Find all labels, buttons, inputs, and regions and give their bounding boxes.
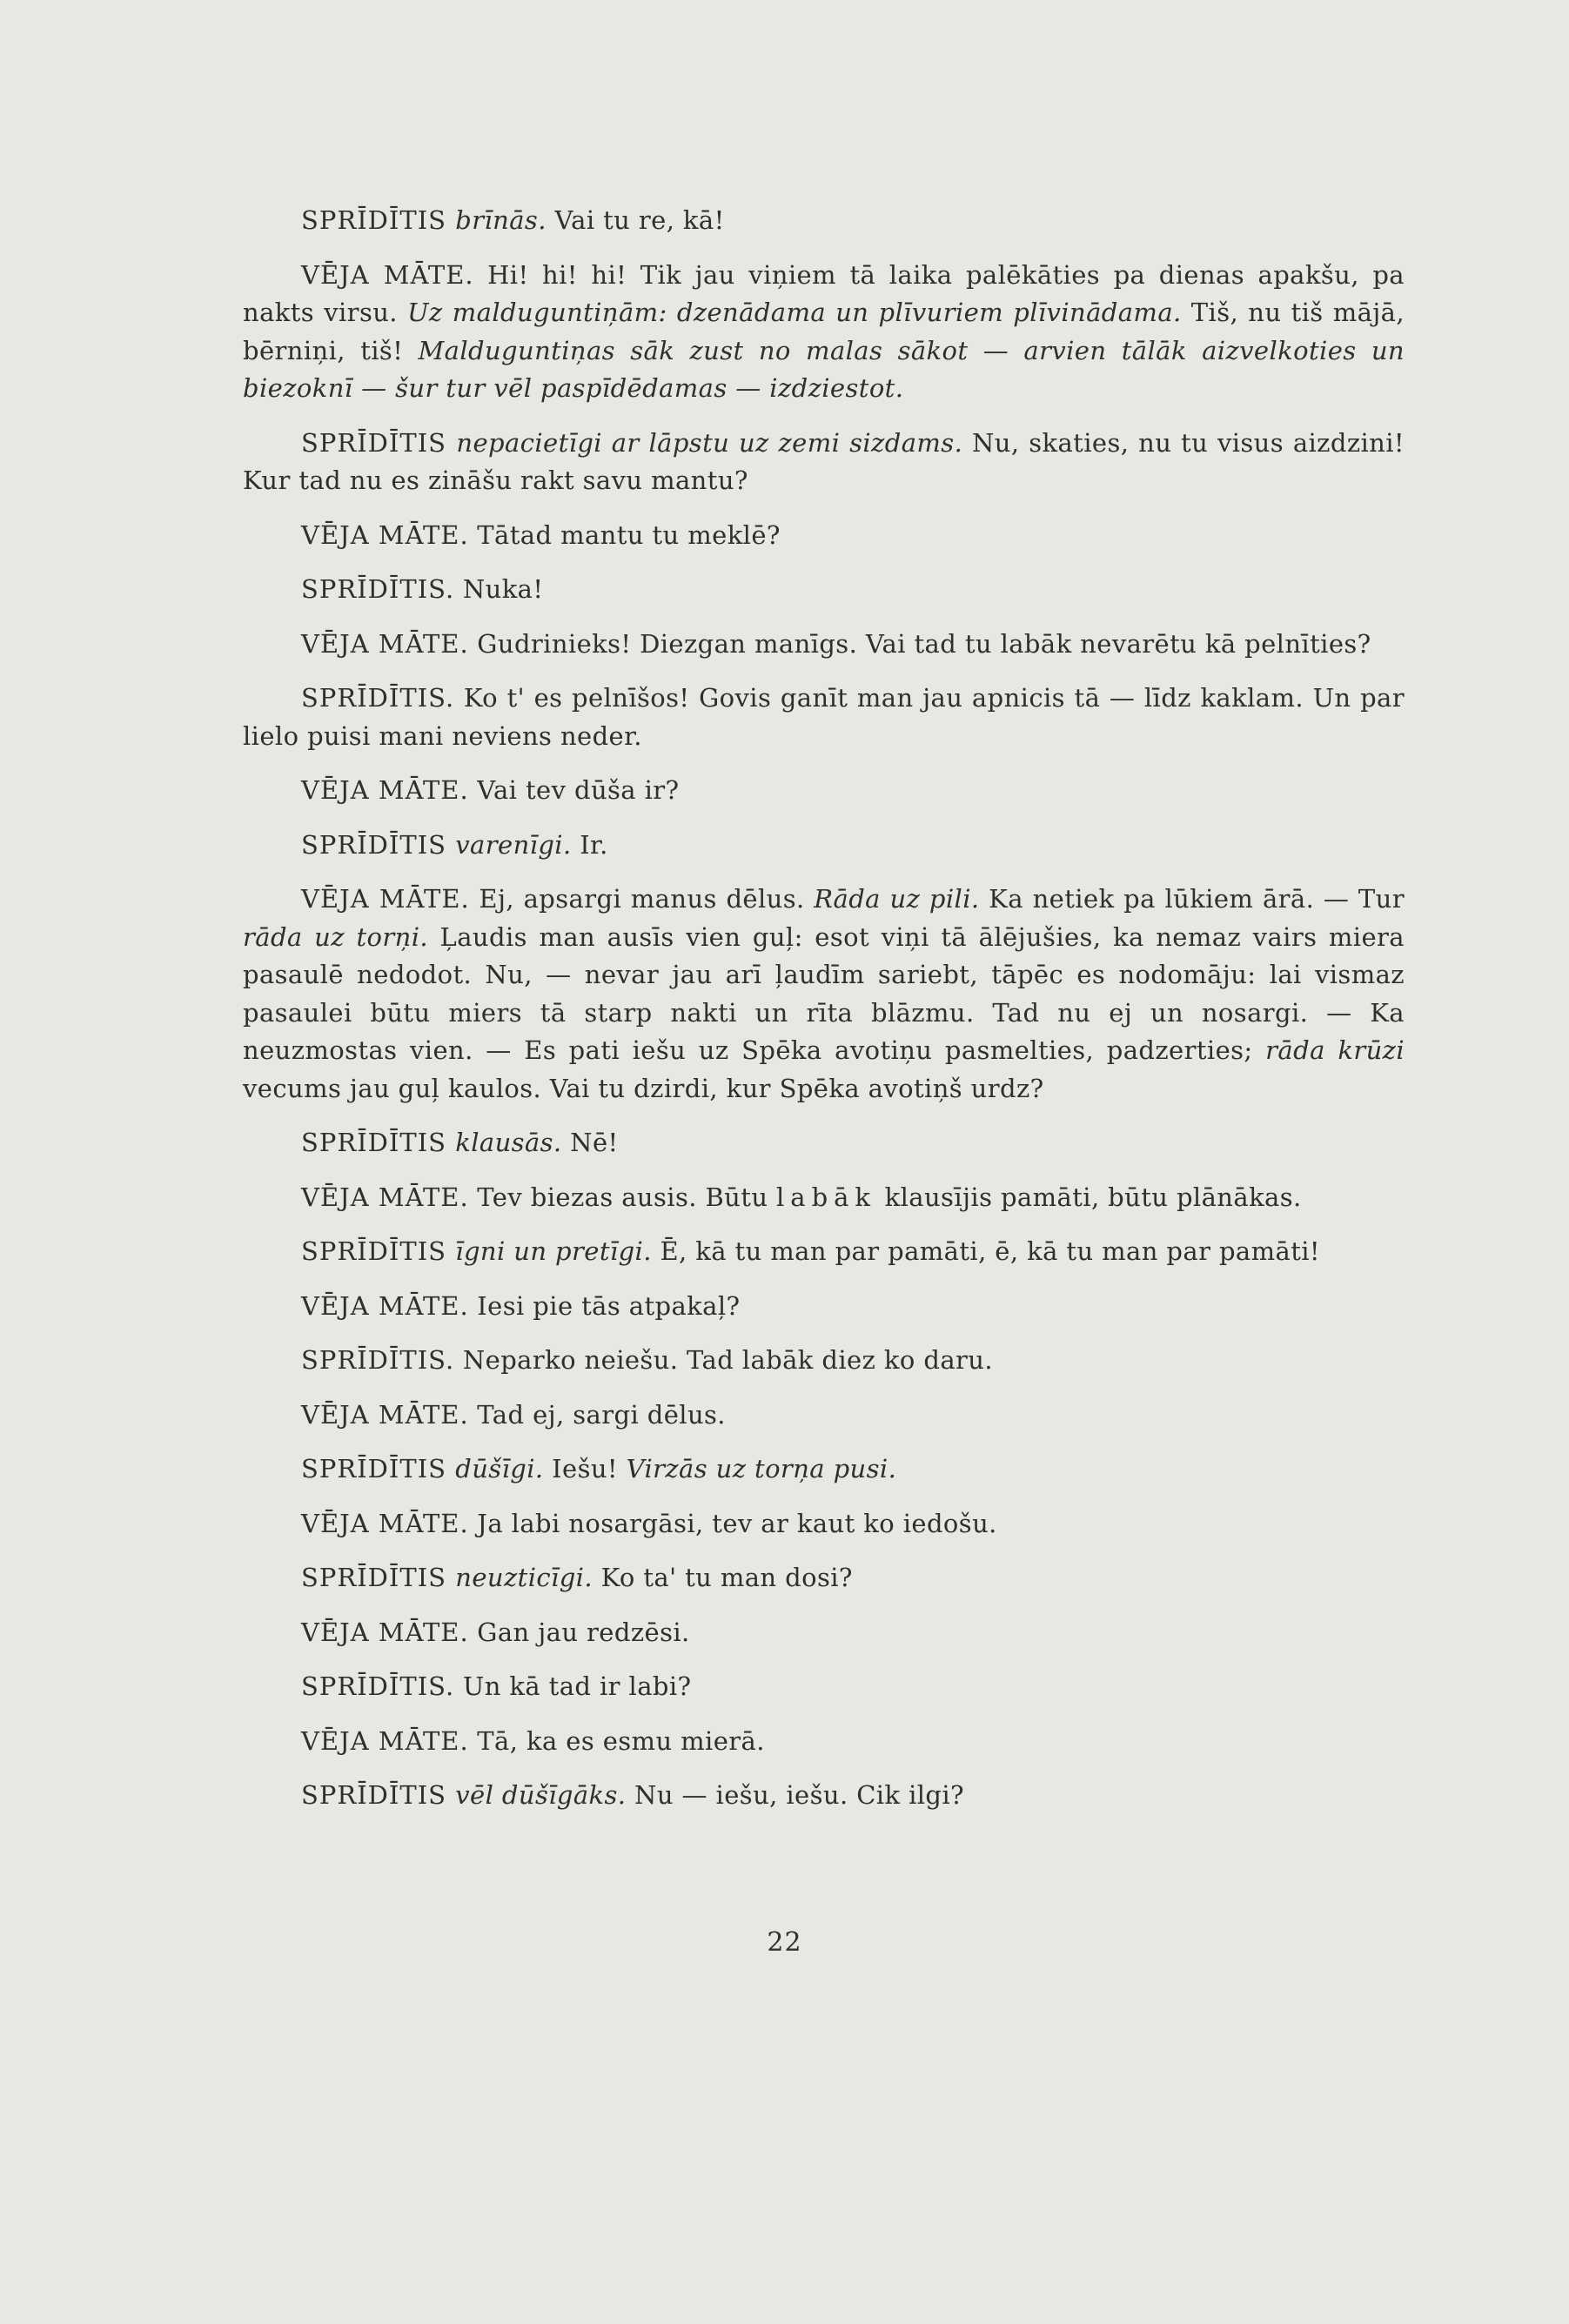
- dialogue-text: Iešu!: [543, 1454, 627, 1483]
- page-number: 22: [767, 1927, 802, 1958]
- dialogue-text: Nu — iešu, iešu. Cik ilgi?: [626, 1780, 965, 1810]
- dialogue-text: Ē, kā tu man par pamāti, ē, kā tu man par pamāti!: [651, 1236, 1320, 1266]
- stage-direction: nepacietīgi ar lāpstu uz zemi sizdams.: [456, 427, 963, 458]
- stage-direction: rāda uz torņi.: [243, 921, 429, 952]
- speaker-name: VĒJA MĀTE.: [301, 628, 469, 659]
- dialogue-text: Ko ta' tu man dosi?: [592, 1563, 853, 1592]
- dialogue-text: Ka netiek pa lūkiem ārā. — Tur: [979, 884, 1405, 914]
- dialogue-text: Tev biezas ausis. Būtu: [468, 1182, 777, 1212]
- dialogue-paragraph: [243, 881, 1405, 1108]
- dialogue-paragraph: [243, 1342, 1405, 1380]
- dialogue-paragraph: [243, 827, 1405, 865]
- dialogue-text: Nu, skaties, nu tu visus aizdzini! Kur tad nu es zināšu rakt savu mantu?: [243, 427, 1405, 495]
- dialogue-paragraph: [243, 517, 1405, 555]
- stage-direction: varenīgi.: [455, 829, 572, 860]
- dialogue-text: Vai tev dūša ir?: [468, 775, 680, 805]
- stage-direction: Uz malduguntiņām: dzenādama un plīvuriem plīvinādama.: [407, 298, 1182, 327]
- dialogue-text: Ļaudis man ausīs vien guļ: esot viņi tā ālējušies, ka nemaz vairs miera pasaulē nedodot. Nu, — nevar jau arī ļaudīm sariebt, tāpēc es nodomāju: lai vismaz pasaulei būtu miers tā starp nakti un rīta blāzmu. Tad nu ej un nosargi. — Ka neuzmostas vien. — Es pati iešu uz Spēka avotiņu pasmelties, padzerties;: [243, 921, 1405, 1065]
- dialogue-paragraph: [243, 1559, 1405, 1597]
- dialogue-text: Nē!: [561, 1128, 619, 1157]
- dialogue-text: Un kā tad ir labi?: [454, 1671, 692, 1701]
- speaker-name: SPRĪDĪTIS.: [301, 574, 455, 604]
- speaker-name: SPRĪDĪTIS.: [301, 1671, 455, 1701]
- dialogue-text: Tātad mantu tu meklē?: [468, 519, 781, 550]
- speaker-name: SPRĪDĪTIS: [301, 1454, 456, 1483]
- dialogue-text: Gudrinieks! Diezgan manīgs. Vai tad tu labāk nevarētu kā pelnīties?: [468, 628, 1371, 659]
- speaker-name: SPRĪDĪTIS: [301, 829, 456, 860]
- stage-direction: brīnās.: [455, 205, 546, 235]
- stage-direction: klausās.: [455, 1128, 562, 1157]
- dialogue-text: Tiš, nu tiš mājā, bērniņi, tiš!: [243, 298, 1405, 365]
- speaker-name: SPRĪDĪTIS.: [301, 1345, 455, 1375]
- speaker-name: SPRĪDĪTIS: [301, 1236, 456, 1266]
- speaker-name: VĒJA MĀTE.: [301, 1290, 469, 1321]
- stage-direction: Virzās uz torņa pusi.: [626, 1454, 897, 1483]
- speaker-name: VĒJA MĀTE.: [301, 1725, 469, 1756]
- dialogue-text: Tā, ka es esmu mierā.: [468, 1725, 765, 1756]
- dialogue-paragraph: [243, 1396, 1405, 1435]
- dialogue-paragraph: [243, 1614, 1405, 1652]
- speaker-name: VĒJA MĀTE.: [301, 259, 474, 290]
- speaker-name: VĒJA MĀTE.: [301, 1617, 469, 1647]
- dialogue-text: Ja labi nosargāsi, tev ar kaut ko iedošu.: [468, 1508, 997, 1538]
- dialogue-paragraph: [243, 680, 1405, 755]
- stage-direction: Malduguntiņas sāk zust no malas sākot — arvien tālāk aizvelkoties un biezoknī — šur tur vēl paspīdēdamas — izdziestot.: [243, 335, 1405, 403]
- dialogue-paragraph: [243, 1723, 1405, 1761]
- stage-direction: neuzticīgi.: [455, 1563, 593, 1592]
- speaker-name: VĒJA MĀTE.: [301, 1508, 469, 1538]
- dialogue-paragraph: [243, 1450, 1405, 1489]
- dialogue-paragraph: [243, 425, 1405, 500]
- stage-direction: Rāda uz pili.: [814, 884, 980, 914]
- play-text: [243, 202, 1405, 1832]
- speaker-name: SPRĪDĪTIS: [301, 205, 456, 235]
- speaker-name: SPRĪDĪTIS: [301, 427, 457, 458]
- dialogue-paragraph: [243, 626, 1405, 664]
- stage-direction: vēl dūšīgāks.: [455, 1780, 627, 1810]
- dialogue-paragraph: [243, 1505, 1405, 1544]
- dialogue-paragraph: [243, 202, 1405, 240]
- speaker-name: SPRĪDĪTIS.: [301, 683, 455, 713]
- dialogue-text: vecums jau guļ kaulos. Vai tu dzirdi, kur Spēka avotiņš urdz?: [243, 1073, 1044, 1103]
- dialogue-paragraph: [243, 1777, 1405, 1815]
- dialogue-text: Hi! hi! hi! Tik jau viņiem tā laika palēkāties pa dienas apakšu, pa nakts virsu.: [243, 259, 1405, 327]
- speaker-name: VĒJA MĀTE.: [301, 775, 469, 805]
- dialogue-text: Gan jau redzēsi.: [468, 1617, 690, 1647]
- dialogue-text: Neparko neiešu. Tad labāk diez ko daru.: [454, 1345, 993, 1375]
- dialogue-paragraph: [243, 1668, 1405, 1706]
- dialogue-paragraph: [243, 257, 1405, 408]
- speaker-name: VĒJA MĀTE.: [301, 1399, 469, 1430]
- spaced-emphasis: labāk: [776, 1182, 877, 1212]
- dialogue-paragraph: [243, 772, 1405, 810]
- dialogue-paragraph: [243, 1288, 1405, 1326]
- speaker-name: SPRĪDĪTIS: [301, 1563, 456, 1592]
- dialogue-text: Ir.: [571, 829, 608, 860]
- speaker-name: VĒJA MĀTE.: [301, 519, 469, 550]
- dialogue-paragraph: [243, 571, 1405, 609]
- dialogue-text: Vai tu re, kā!: [546, 205, 725, 235]
- dialogue-text: Iesi pie tās atpakaļ?: [468, 1290, 741, 1321]
- dialogue-text: Nuka!: [454, 574, 544, 604]
- dialogue-text: klausījis pamāti, būtu plānākas.: [876, 1182, 1302, 1212]
- speaker-name: VĒJA MĀTE.: [301, 884, 470, 914]
- stage-direction: dūšīgi.: [455, 1454, 544, 1483]
- dialogue-text: Tad ej, sargi dēlus.: [468, 1399, 726, 1430]
- dialogue-paragraph: [243, 1179, 1405, 1217]
- stage-direction: rāda krūzi: [1265, 1035, 1405, 1065]
- dialogue-paragraph: [243, 1233, 1405, 1271]
- dialogue-text: Ej, apsargi manus dēlus.: [469, 884, 815, 914]
- dialogue-paragraph: [243, 1124, 1405, 1162]
- speaker-name: SPRĪDĪTIS: [301, 1128, 456, 1157]
- dialogue-text: Ko t' es pelnīšos! Govis ganīt man jau apnicis tā — līdz kaklam. Un par lielo puisi mani neviens neder.: [243, 683, 1405, 751]
- speaker-name: SPRĪDĪTIS: [301, 1780, 456, 1810]
- stage-direction: īgni un pretīgi.: [455, 1236, 652, 1266]
- speaker-name: VĒJA MĀTE.: [301, 1182, 469, 1212]
